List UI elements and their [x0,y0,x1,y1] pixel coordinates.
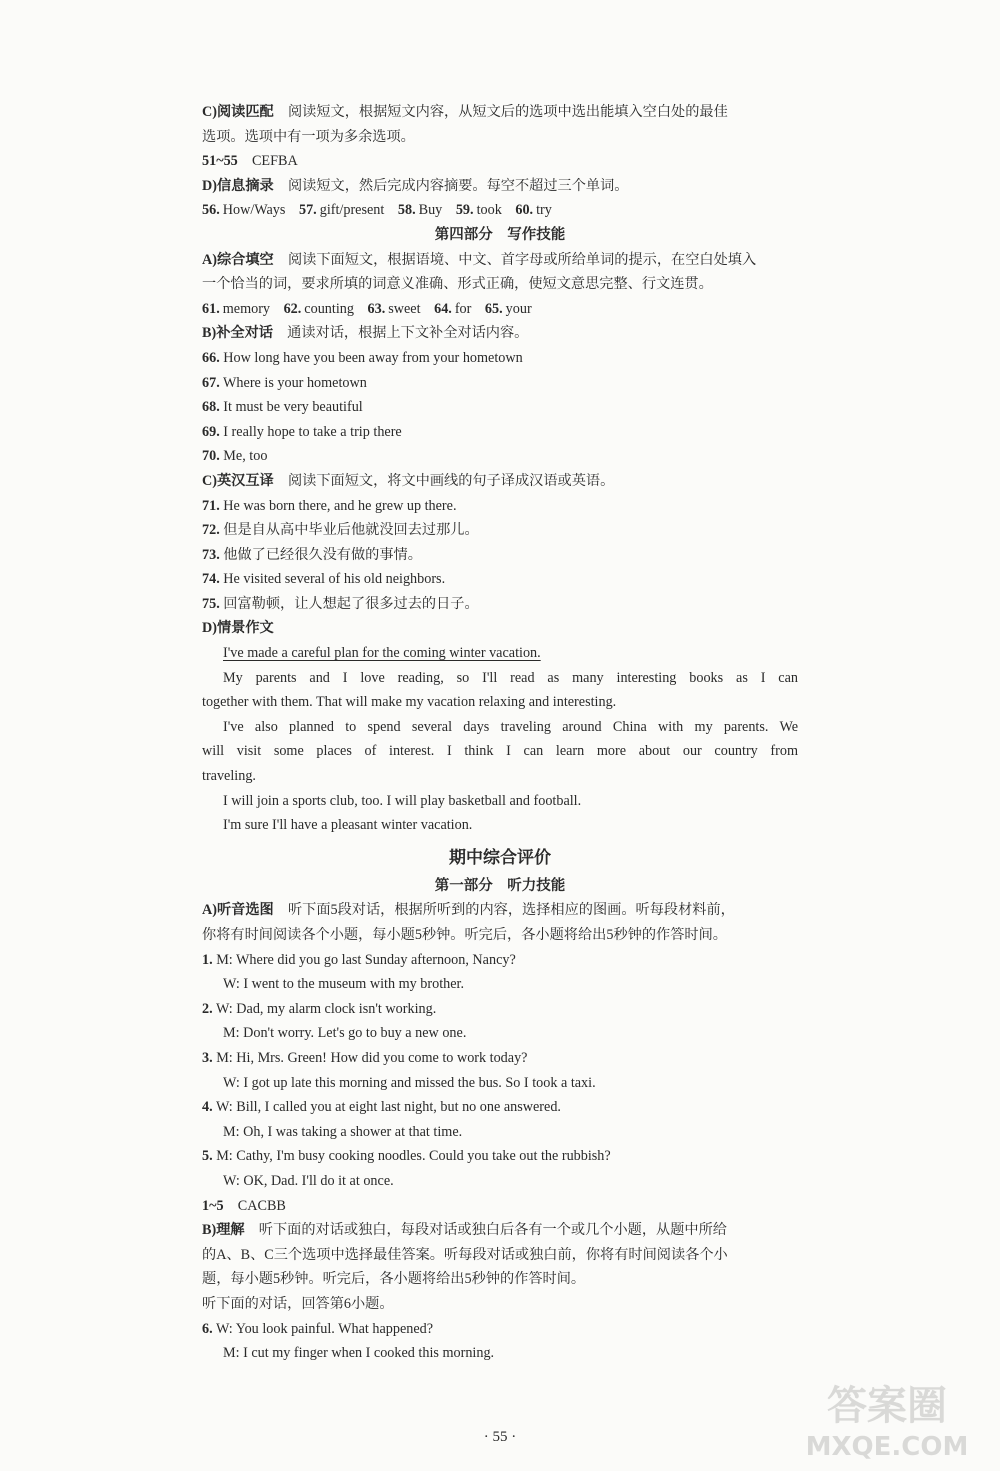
instruction-line: 的A、B、C三个选项中选择最佳答案。听每段对话或独白前，你将有时间阅读各个小 [202,1246,728,1263]
section-d-essay: D)情景作文 [202,620,274,637]
dialog-line: 1. M: Where did you go last Sunday afternoon, Nancy? [202,951,516,968]
dialog-line: M: Don't worry. Let's go to buy a new one. [223,1025,467,1042]
list-item: 66. How long have you been away from your hometown [202,349,523,366]
dialog-line: W: OK, Dad. I'll do it at once. [223,1172,394,1189]
instruction-line: 选项。选项中有一项为多余选项。 [202,128,415,145]
essay-title: I've made a careful plan for the coming winter vacation. [223,645,541,662]
dialog-line: 4. W: Bill, I called you at eight last night, but no one answered. [202,1099,561,1116]
page-number: · 55 · [483,1429,517,1445]
section-d-info: D)信息摘录 阅读短文，然后完成内容摘要。每空不超过三个单词。 [202,177,629,194]
instruction-line: 你将有时间阅读各个小题，每小题5秒钟。听完后，各小题将给出5秒钟的作答时间。 [202,927,727,943]
essay-line: will visit some places of interest. I think I can learn more about our country from [202,743,798,760]
essay-line: traveling. [202,768,256,785]
list-item: 68. It must be very beautiful [202,399,363,416]
dialog-line: 3. M: Hi, Mrs. Green! How did you come to work today? [202,1049,528,1066]
part-heading: 第四部分 写作技能 [434,226,566,243]
part-heading: 第一部分 听力技能 [434,877,566,894]
answer-list-61-65: 61. memory 62. counting 63. sweet 64. for 65. your [202,300,532,317]
section-c-trans: C)英汉互译 阅读下面短文，将文中画线的句子译成汉语或英语。 [202,472,615,489]
list-item: 72. 但是自从高中毕业后他就没回去过那儿。 [202,522,479,539]
section-b-dialog: B)补全对话 通读对话，根据上下文补全对话内容。 [202,325,529,342]
watermark-icon [792,1373,982,1463]
dialog-line: W: I got up late this morning and missed the bus. So I took a taxi. [223,1074,596,1091]
midterm-title: 期中综合评价 [449,847,551,867]
instruction-line: 一个恰当的词，要求所填的词意义准确、形式正确，使短文意思完整、行文连贯。 [202,276,713,293]
list-item: 70. Me, too [202,448,268,465]
dialog-line: M: Oh, I was taking a shower at that time. [223,1123,463,1140]
watermark-logo [792,1373,982,1463]
dialog-line: M: I cut my finger when I cooked this morning. [223,1345,495,1362]
dialog-line: W: I went to the museum with my brother. [223,976,465,993]
dialog-line: 2. W: Dad, my alarm clock isn't working. [202,1000,437,1017]
watermark-line2: MXQE.COM [805,1432,969,1462]
list-item: 67. Where is your hometown [202,374,367,391]
essay-line: I will join a sports club, too. I will play basketball and football. [223,792,582,809]
list-item: 74. He visited several of his old neighbors. [202,571,446,588]
essay-line: I'm sure I'll have a pleasant winter vacation. [223,817,473,834]
section-listen-b: B)理解 听下面的对话或独白，每段对话或独白后各有一个或几个小题，从题中所给 [202,1222,727,1239]
essay-line: I've also planned to spend several days traveling around China with my parents. We [223,718,798,735]
list-item: 75. 回富勒顿，让人想起了很多过去的日子。 [202,595,479,612]
section-a-fill: A)综合填空 阅读下面短文，根据语境、中文、首字母或所给单词的提示，在空白处填入 [202,251,757,268]
list-item: 73. 他做了已经很久没有做的事情。 [202,546,422,563]
answer-line: 51~55 CEFBA [202,153,298,170]
sub-instruction: 听下面的对话，回答第6小题。 [202,1295,394,1312]
section-c-match: C)阅读匹配 阅读短文，根据短文内容，从短文后的选项中选出能填入空白处的最佳 [202,104,728,120]
instruction-line: 题，每小题5秒钟。听完后，各小题将给出5秒钟的作答时间。 [202,1271,586,1288]
page-content [202,100,798,1366]
watermark-line1: 答案圈 [827,1383,947,1429]
answer-line: 1~5 CACBB [202,1197,286,1214]
list-item: 69. I really hope to take a trip there [202,423,402,440]
dialog-line: 5. M: Cathy, I'm busy cooking noodles. Could you take out the rubbish? [202,1148,611,1165]
dialog-line: 6. W: You look painful. What happened? [202,1320,434,1337]
answer-list-56-60: 56. How/Ways 57. gift/present 58. Buy 59. took 60. try [202,202,552,219]
essay-line: together with them. That will make my vacation relaxing and interesting. [202,694,617,711]
essay-line: My parents and I love reading, so I'll read as many interesting books as I can [223,669,798,686]
list-item: 71. He was born there, and he grew up there. [202,497,457,514]
section-listen-a: A)听音选图 听下面5段对话，根据所听到的内容，选择相应的图画。听每段材料前， [202,902,735,919]
